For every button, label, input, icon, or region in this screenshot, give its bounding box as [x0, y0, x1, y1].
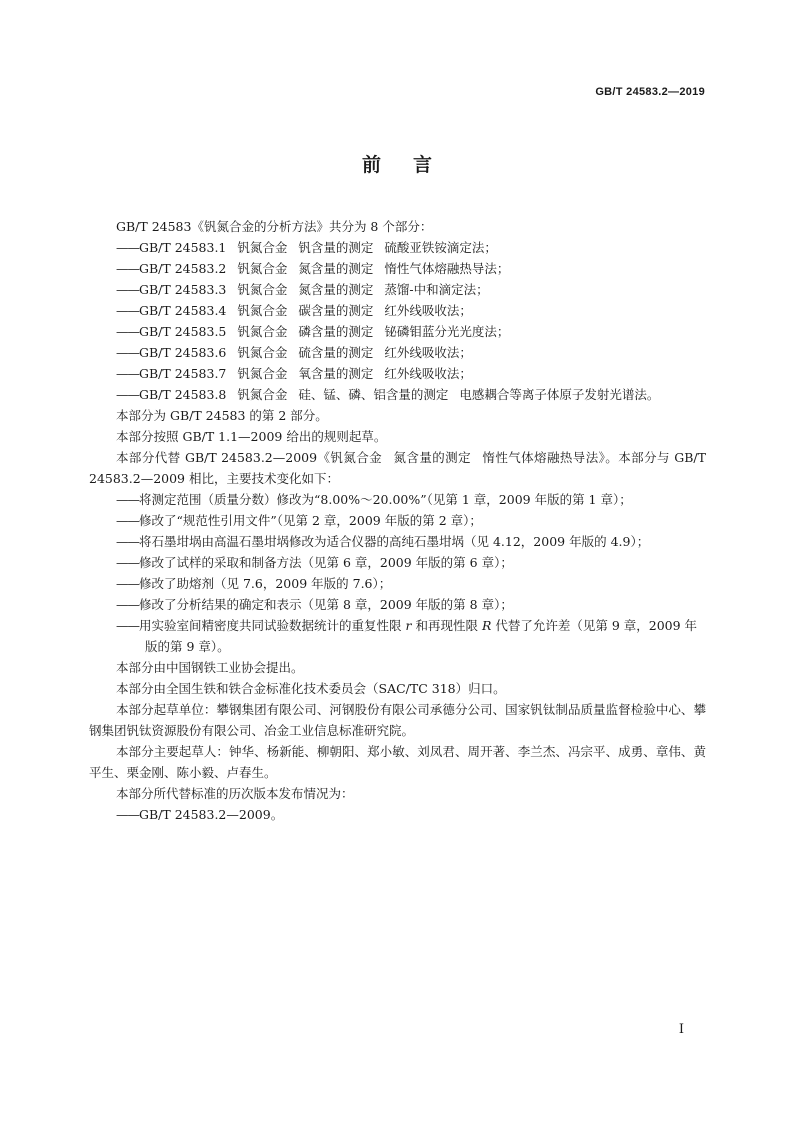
list-item: ——GB/T 24583.7 钒氮合金 氧含量的测定 红外线吸收法；: [116, 366, 472, 381]
list-item: ——GB/T 24583.3 钒氮合金 氮含量的测定 蒸馏-中和滴定法；: [116, 282, 489, 297]
list-item: ——修改了试样的采取和制备方法（见第 6 章，2009 年版的第 6 章）；: [116, 555, 513, 570]
drafters: 本部分主要起草人：钟华、杨新能、柳朝阳、郑小敏、刘凤君、周开著、李兰杰、冯宗平、成勇、章伟、黄平生、栗金刚、陈小毅、卢春生。: [89, 744, 706, 780]
list-item: ——修改了分析结果的确定和表示（见第 8 章，2009 年版的第 8 章）；: [116, 597, 513, 612]
list-item: ——GB/T 24583.8 钒氮合金 硅、锰、磷、铝含量的测定 电感耦合等离子体原子发射光谱法。: [116, 387, 660, 402]
changes-list: [89, 489, 706, 657]
proposed-by: 本部分由中国钢铁工业协会提出。: [116, 660, 304, 675]
managed-by: 本部分由全国生铁和铁合金标准化技术委员会（SAC/TC 318）归口。: [116, 681, 506, 696]
list-item: ——GB/T 24583.1 钒氮合金 钒含量的测定 硫酸亚铁铵滴定法；: [116, 240, 497, 255]
list-item: ——修改了助熔剂（见 7.6，2009 年版的 7.6）；: [116, 576, 392, 591]
replace-statement: 本部分代替 GB/T 24583.2—2009《钒氮合金 氮含量的测定 惰性气体熔融热导法》。本部分与 GB/T 24583.2—2009 相比，主要技术变化如下：: [89, 450, 706, 486]
list-item: ——GB/T 24583.6 钒氮合金 硫含量的测定 红外线吸收法；: [116, 345, 472, 360]
part-statement: 本部分为 GB/T 24583 的第 2 部分。: [116, 408, 328, 423]
list-item: ——GB/T 24583.5 钒氮合金 磷含量的测定 铋磷钼蓝分光光度法；: [116, 324, 510, 339]
drafting-rule: 本部分按照 GB/T 1.1—2009 给出的规则起草。: [116, 429, 387, 444]
standard-number: GB/T 24583.2—2019: [595, 86, 705, 98]
list-item: ——将测定范围（质量分数）修改为“8.00%～20.00%”（见第 1 章，2009 年版的第 1 章）；: [116, 492, 632, 507]
foreword-body: [89, 216, 706, 825]
list-item: ——GB/T 24583.2 钒氮合金 氮含量的测定 惰性气体熔融热导法；: [116, 261, 510, 276]
intro-paragraph: GB/T 24583《钒氮合金的分析方法》共分为 8 个部分：: [116, 219, 433, 234]
page-title: 前言: [361, 154, 464, 176]
page-number: I: [678, 1022, 684, 1037]
list-item: ——修改了“规范性引用文件”（见第 2 章，2009 年版的第 2 章）；: [116, 513, 482, 528]
list-item: ——GB/T 24583.4 钒氮合金 碳含量的测定 红外线吸收法；: [116, 303, 472, 318]
history-intro: 本部分所代替标准的历次版本发布情况为：: [116, 786, 354, 801]
list-item: ——GB/T 24583.2—2009。: [116, 807, 284, 822]
list-item: ——用实验室间精密度共同试验数据统计的重复性限 r 和再现性限 R 代替了允许差（见第 9 章，2009 年版的第 9 章）。: [116, 618, 698, 654]
parts-list: [89, 237, 706, 405]
list-item: ——将石墨坩埚由高温石墨坩埚修改为适合仪器的高纯石墨坩埚（见 4.12，2009 年版的 4.9）；: [116, 534, 650, 549]
drafting-units: 本部分起草单位：攀钢集团有限公司、河钢股份有限公司承德分公司、国家钒钛制品质量监督检验中心、攀钢集团钒钛资源股份有限公司、冶金工业信息标准研究院。: [89, 702, 706, 738]
